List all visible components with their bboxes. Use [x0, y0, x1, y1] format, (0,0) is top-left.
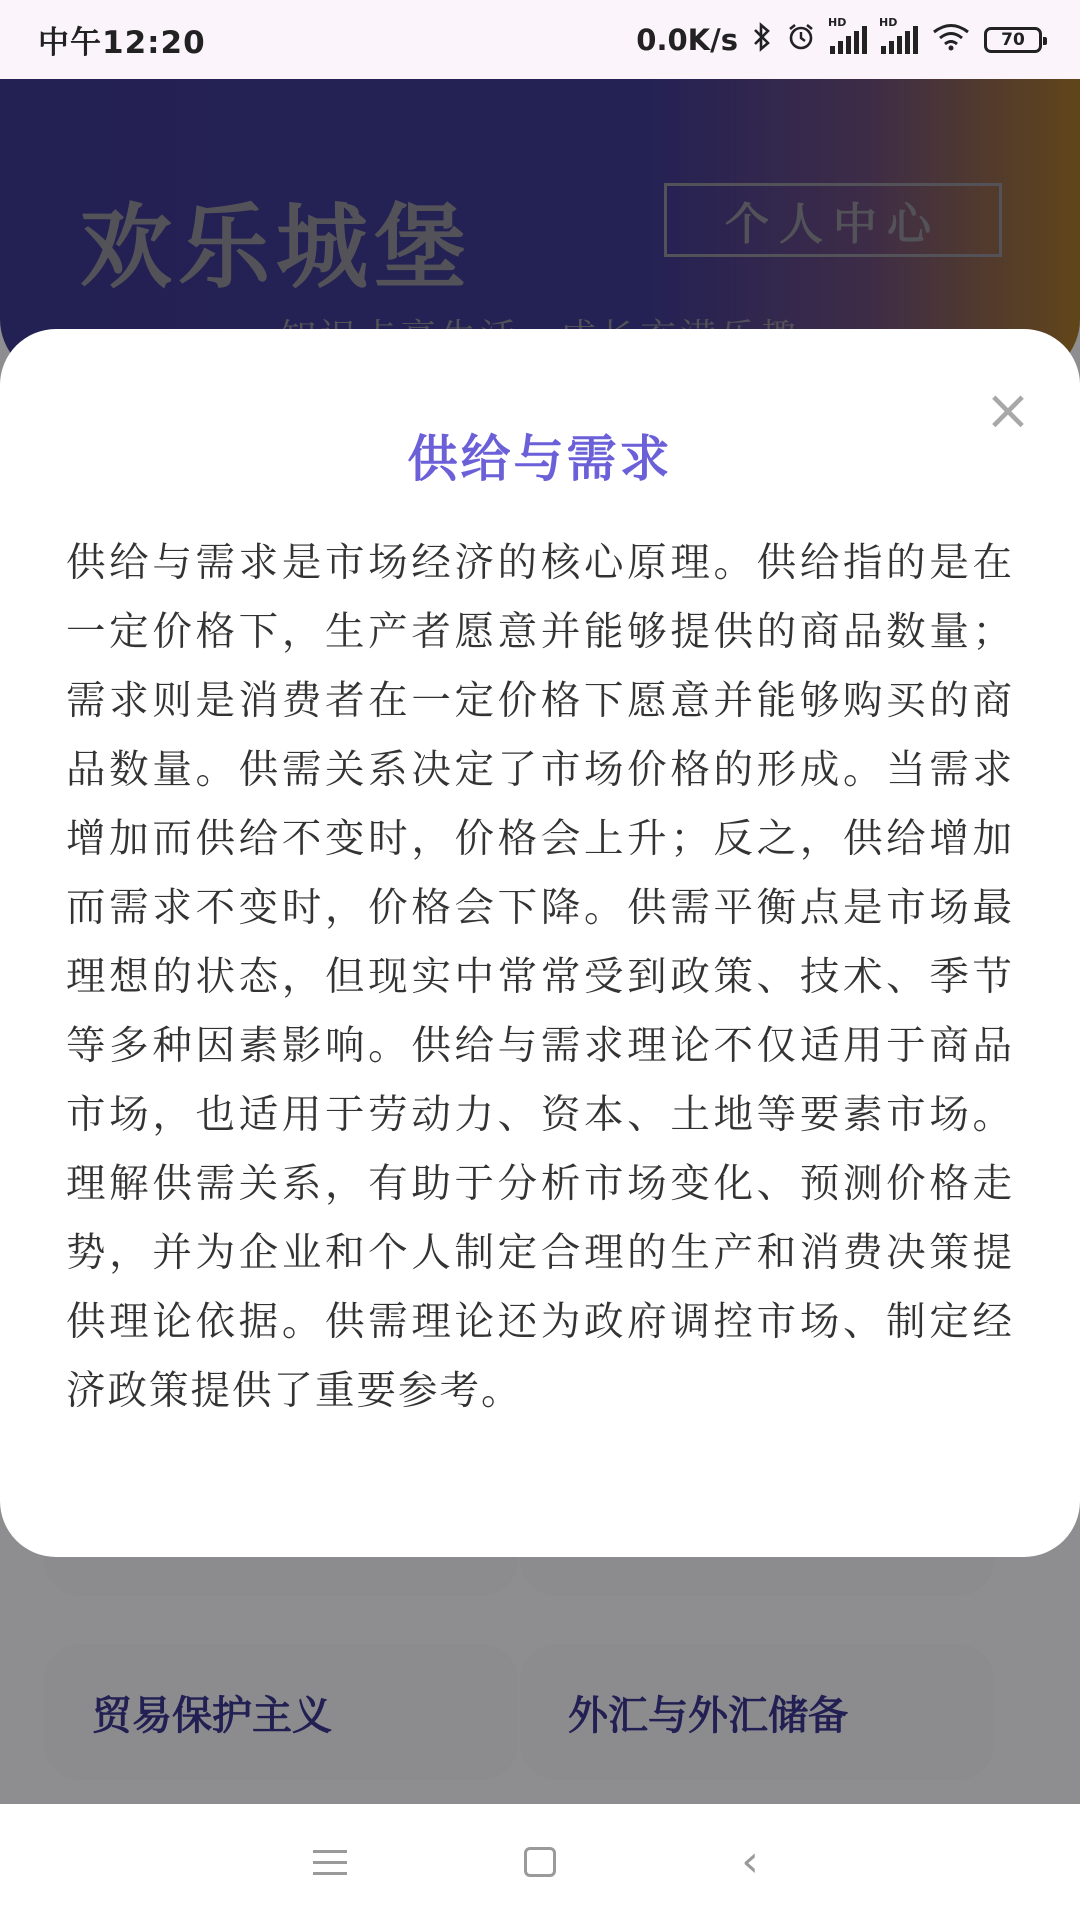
menu-icon[interactable] — [310, 1842, 350, 1882]
modal-title: 供给与需求 — [407, 430, 673, 488]
profile-center-button[interactable]: 个人中心 — [664, 183, 1002, 257]
modal-body-text: 供给与需求是市场经济的核心原理。供给指的是在一定价格下，生产者愿意并能够提供的商品数量；需求则是消费者在一定价格下愿意并能够购买的商品数量。供需关系决定了市场价格的形成。当需求增加而供给不变时，价格会上升；反之，供给增加而需求不变时，价格会下降。供需平衡点是市场最理想的状态，但现实中常常受到政策、技术、季节等多种因素影响。供给与需求理论不仅适用于商品市场，也适用于劳动力、资本、土地等要素市场。理解供需关系，有助于分析市场变化、预测价格走势，并为企业和个人制定合理的生产和消费决策提供理论依据。供需理论还为政府调控市场、制定经济政策提供了重要参考。 — [66, 540, 1014, 1414]
back-icon[interactable]: ‹ — [741, 1836, 759, 1887]
home-icon[interactable] — [520, 1842, 560, 1882]
app-title: 欢乐城堡 — [80, 194, 473, 301]
bluetooth-icon — [752, 22, 772, 57]
system-nav-bar — [0, 1804, 1080, 1920]
status-icons — [636, 15, 1042, 57]
topic-card-label: 贸易保护主义 — [92, 1692, 332, 1739]
alarm-icon — [786, 22, 816, 57]
topic-card-label: 外汇与外汇储备 — [568, 1692, 848, 1739]
network-speed: 0.0K/s — [636, 22, 738, 57]
detail-modal — [0, 329, 1080, 1557]
close-icon[interactable]: × — [984, 378, 1032, 443]
status-bar — [0, 0, 1080, 79]
wifi-icon — [932, 23, 970, 56]
battery-icon — [984, 27, 1042, 53]
signal-hd-icon: HD — [830, 26, 867, 54]
signal-hd-icon: HD — [881, 26, 918, 54]
battery-level: 70 — [1001, 29, 1025, 50]
status-time: 中午12:20 — [38, 25, 206, 61]
